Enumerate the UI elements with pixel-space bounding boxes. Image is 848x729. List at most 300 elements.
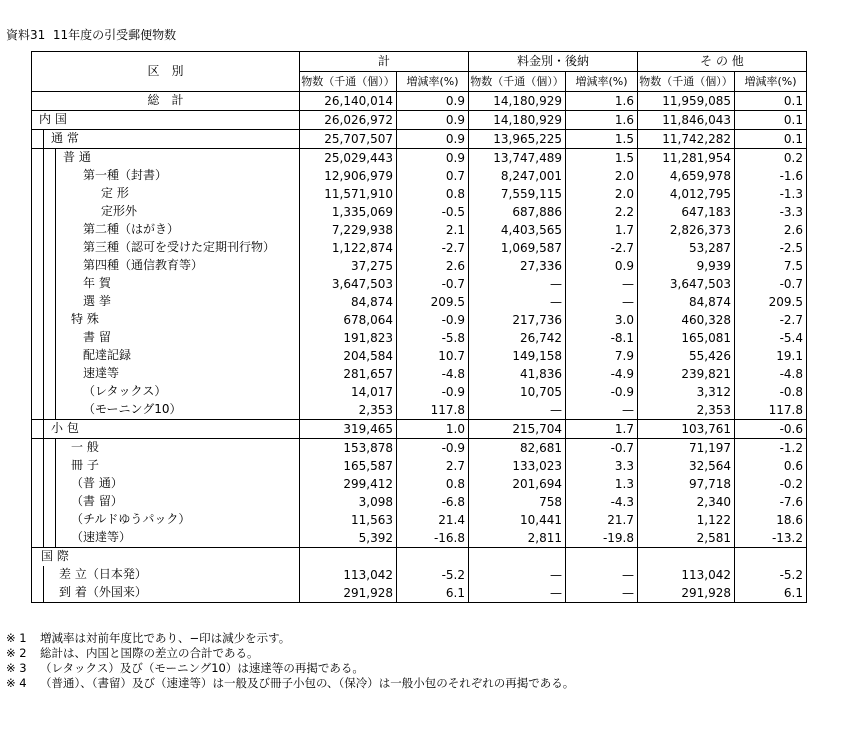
count-cell: 9,939 bbox=[638, 257, 735, 275]
footnote-mark: ※ 1 bbox=[6, 631, 27, 645]
row-label-cell bbox=[32, 275, 300, 293]
rate-cell: 0.7 bbox=[397, 167, 469, 185]
count-cell: 299,412 bbox=[300, 475, 397, 493]
count-cell: 201,694 bbox=[469, 475, 566, 493]
count-cell: 133,023 bbox=[469, 457, 566, 475]
table-row bbox=[32, 493, 807, 511]
rate-cell: 117.8 bbox=[397, 401, 469, 420]
rate-cell: 3.0 bbox=[566, 311, 638, 329]
header-group-postpaid: 料金別・後納 bbox=[469, 52, 638, 72]
rate-cell: -5.2 bbox=[397, 566, 469, 584]
hierarchy-line bbox=[55, 311, 56, 329]
hierarchy-line bbox=[43, 566, 44, 584]
row-label: 総 計 bbox=[147, 93, 184, 107]
rate-cell: -4.9 bbox=[566, 365, 638, 383]
row-label: （レタックス） bbox=[83, 384, 167, 398]
count-cell: 5,392 bbox=[300, 529, 397, 548]
rate-cell: 0.9 bbox=[397, 130, 469, 149]
hierarchy-line bbox=[43, 420, 44, 438]
count-cell: 165,587 bbox=[300, 457, 397, 475]
rate-cell: -0.7 bbox=[735, 275, 807, 293]
hierarchy-line bbox=[43, 293, 44, 311]
row-label: 第三種（認可を受けた定期刊行物） bbox=[83, 240, 276, 254]
count-cell: 1,335,069 bbox=[300, 203, 397, 221]
row-label: 配達記録 bbox=[83, 348, 132, 362]
count-cell: 13,747,489 bbox=[469, 149, 566, 168]
table-row bbox=[32, 347, 807, 365]
row-label-cell bbox=[32, 475, 300, 493]
count-cell: 13,965,225 bbox=[469, 130, 566, 149]
hierarchy-line bbox=[43, 130, 44, 148]
table-row bbox=[32, 584, 807, 603]
table-row bbox=[32, 365, 807, 383]
count-cell: 113,042 bbox=[300, 566, 397, 584]
table-row bbox=[32, 167, 807, 185]
row-label-cell bbox=[32, 493, 300, 511]
count-cell: 11,959,085 bbox=[638, 92, 735, 111]
count-cell: 11,742,282 bbox=[638, 130, 735, 149]
row-label-cell bbox=[32, 383, 300, 401]
rate-cell: 19.1 bbox=[735, 347, 807, 365]
count-cell: 26,742 bbox=[469, 329, 566, 347]
table-row bbox=[32, 566, 807, 584]
table-row bbox=[32, 275, 807, 293]
rate-cell: -0.6 bbox=[735, 420, 807, 439]
rate-cell: 1.7 bbox=[566, 420, 638, 439]
count-cell: — bbox=[469, 566, 566, 584]
count-cell: 113,042 bbox=[638, 566, 735, 584]
row-label-cell bbox=[32, 293, 300, 311]
rate-cell: -13.2 bbox=[735, 529, 807, 548]
count-cell: 10,441 bbox=[469, 511, 566, 529]
row-label: 速達等 bbox=[83, 366, 120, 380]
row-label-cell bbox=[32, 149, 300, 168]
row-label: 到 着（外国来） bbox=[59, 585, 147, 599]
row-label: 第一種（封書） bbox=[83, 168, 168, 182]
count-cell: 25,029,443 bbox=[300, 149, 397, 168]
table-row bbox=[32, 420, 807, 439]
rate-cell: -4.8 bbox=[735, 365, 807, 383]
count-cell: 84,874 bbox=[300, 293, 397, 311]
count-cell: 11,571,910 bbox=[300, 185, 397, 203]
count-cell: 3,647,503 bbox=[300, 275, 397, 293]
count-cell: 319,465 bbox=[300, 420, 397, 439]
rate-cell: 209.5 bbox=[735, 293, 807, 311]
rate-cell bbox=[566, 548, 638, 567]
footnote bbox=[6, 646, 574, 661]
table-row bbox=[32, 439, 807, 458]
row-label: （チルドゆうパック） bbox=[71, 512, 191, 526]
rate-cell: -0.9 bbox=[397, 383, 469, 401]
count-cell: 1,122 bbox=[638, 511, 735, 529]
table-row bbox=[32, 221, 807, 239]
count-cell: 3,647,503 bbox=[638, 275, 735, 293]
count-cell: 758 bbox=[469, 493, 566, 511]
count-cell: 7,229,938 bbox=[300, 221, 397, 239]
row-label: 年 賀 bbox=[83, 276, 111, 290]
count-cell: — bbox=[469, 584, 566, 603]
hierarchy-line bbox=[43, 221, 44, 239]
row-label-cell bbox=[32, 239, 300, 257]
rate-cell: -5.4 bbox=[735, 329, 807, 347]
row-label: 第四種（通信教育等） bbox=[83, 258, 204, 272]
hierarchy-line bbox=[55, 529, 56, 547]
count-cell: — bbox=[469, 401, 566, 420]
rate-cell: -8.1 bbox=[566, 329, 638, 347]
row-label-cell bbox=[32, 203, 300, 221]
count-cell: 2,581 bbox=[638, 529, 735, 548]
rate-cell: 1.0 bbox=[397, 420, 469, 439]
count-cell: 26,026,972 bbox=[300, 111, 397, 130]
count-cell: 2,811 bbox=[469, 529, 566, 548]
row-label: 特 殊 bbox=[71, 312, 99, 326]
header-category: 区 別 bbox=[32, 52, 300, 92]
count-cell: 10,705 bbox=[469, 383, 566, 401]
count-cell: 11,563 bbox=[300, 511, 397, 529]
count-cell: 14,180,929 bbox=[469, 111, 566, 130]
rate-cell: — bbox=[566, 584, 638, 603]
count-cell: 7,559,115 bbox=[469, 185, 566, 203]
rate-cell: 0.6 bbox=[735, 457, 807, 475]
rate-cell: 0.2 bbox=[735, 149, 807, 168]
table-row bbox=[32, 548, 807, 567]
count-cell: 53,287 bbox=[638, 239, 735, 257]
mail-volume-table bbox=[31, 51, 807, 603]
rate-cell: 1.5 bbox=[566, 149, 638, 168]
count-cell: 26,140,014 bbox=[300, 92, 397, 111]
rate-cell: -5.8 bbox=[397, 329, 469, 347]
hierarchy-line bbox=[43, 383, 44, 401]
rate-cell: 0.8 bbox=[397, 475, 469, 493]
count-cell: 4,012,795 bbox=[638, 185, 735, 203]
header-rate: 増減率(%) bbox=[397, 72, 469, 92]
rate-cell: 2.6 bbox=[735, 221, 807, 239]
count-cell: 687,886 bbox=[469, 203, 566, 221]
rate-cell: -4.8 bbox=[397, 365, 469, 383]
count-cell: 217,736 bbox=[469, 311, 566, 329]
rate-cell: -16.8 bbox=[397, 529, 469, 548]
rate-cell: 18.6 bbox=[735, 511, 807, 529]
hierarchy-line bbox=[55, 185, 56, 203]
rate-cell: 3.3 bbox=[566, 457, 638, 475]
rate-cell: 0.9 bbox=[397, 92, 469, 111]
count-cell: 678,064 bbox=[300, 311, 397, 329]
table-row bbox=[32, 203, 807, 221]
count-cell: 204,584 bbox=[300, 347, 397, 365]
row-label-cell bbox=[32, 92, 300, 111]
table-row bbox=[32, 185, 807, 203]
count-cell: 2,353 bbox=[300, 401, 397, 420]
rate-cell: 21.4 bbox=[397, 511, 469, 529]
footnote-text: （レタックス）及び（モーニング10）は速達等の再掲である。 bbox=[40, 661, 364, 675]
rate-cell: 1.5 bbox=[566, 130, 638, 149]
count-cell: 37,275 bbox=[300, 257, 397, 275]
count-cell: 32,564 bbox=[638, 457, 735, 475]
count-cell: 291,928 bbox=[638, 584, 735, 603]
table-row bbox=[32, 383, 807, 401]
row-label-cell bbox=[32, 185, 300, 203]
count-cell: 2,340 bbox=[638, 493, 735, 511]
count-cell: 82,681 bbox=[469, 439, 566, 458]
rate-cell: — bbox=[566, 293, 638, 311]
rate-cell: 1.6 bbox=[566, 92, 638, 111]
count-cell: 281,657 bbox=[300, 365, 397, 383]
footnote bbox=[6, 631, 574, 646]
hierarchy-line bbox=[43, 329, 44, 347]
rate-cell: -0.9 bbox=[566, 383, 638, 401]
count-cell: 239,821 bbox=[638, 365, 735, 383]
hierarchy-line bbox=[55, 475, 56, 493]
header-count: 物数（千通（個）） bbox=[469, 72, 566, 92]
rate-cell: 21.7 bbox=[566, 511, 638, 529]
row-label-cell bbox=[32, 511, 300, 529]
footnote bbox=[6, 676, 574, 691]
rate-cell: 0.9 bbox=[397, 111, 469, 130]
row-label-cell bbox=[32, 566, 300, 584]
hierarchy-line bbox=[55, 149, 56, 167]
table-row bbox=[32, 475, 807, 493]
hierarchy-line bbox=[55, 347, 56, 365]
rate-cell: -2.5 bbox=[735, 239, 807, 257]
rate-cell: — bbox=[566, 275, 638, 293]
row-label: 選 挙 bbox=[83, 294, 111, 308]
rate-cell: -7.6 bbox=[735, 493, 807, 511]
rate-cell: -6.8 bbox=[397, 493, 469, 511]
row-label: 定形外 bbox=[101, 204, 138, 218]
hierarchy-line bbox=[43, 347, 44, 365]
row-label-cell bbox=[32, 401, 300, 420]
rate-cell: -0.7 bbox=[566, 439, 638, 458]
rate-cell: -2.7 bbox=[397, 239, 469, 257]
footnote-mark: ※ 3 bbox=[6, 661, 27, 675]
rate-cell: 2.0 bbox=[566, 185, 638, 203]
rate-cell: 6.1 bbox=[735, 584, 807, 603]
table-body bbox=[32, 92, 807, 603]
hierarchy-line bbox=[43, 584, 44, 602]
row-label: 定 形 bbox=[101, 186, 129, 200]
count-cell: 1,069,587 bbox=[469, 239, 566, 257]
hierarchy-line bbox=[55, 493, 56, 511]
row-label: （書 留） bbox=[71, 494, 123, 508]
rate-cell: 2.2 bbox=[566, 203, 638, 221]
rate-cell: -4.3 bbox=[566, 493, 638, 511]
hierarchy-line bbox=[43, 511, 44, 529]
hierarchy-line bbox=[43, 185, 44, 203]
count-cell: 25,707,507 bbox=[300, 130, 397, 149]
count-cell: 2,353 bbox=[638, 401, 735, 420]
footnote-text: （普通）、（書留）及び（速達等）は一般及び冊子小包の、（保冷）は一般小包のそれぞれの再掲である。 bbox=[40, 676, 575, 690]
rate-cell: -0.9 bbox=[397, 311, 469, 329]
rate-cell: -19.8 bbox=[566, 529, 638, 548]
rate-cell: 2.1 bbox=[397, 221, 469, 239]
row-label: 国 際 bbox=[41, 549, 69, 563]
count-cell: 460,328 bbox=[638, 311, 735, 329]
count-cell: 2,826,373 bbox=[638, 221, 735, 239]
row-label: 小 包 bbox=[51, 421, 79, 435]
rate-cell: 2.6 bbox=[397, 257, 469, 275]
header-group-other: そ の 他 bbox=[638, 52, 807, 72]
rate-cell: -0.9 bbox=[397, 439, 469, 458]
count-cell: 4,659,978 bbox=[638, 167, 735, 185]
hierarchy-line bbox=[43, 167, 44, 185]
count-cell: 71,197 bbox=[638, 439, 735, 458]
row-label-cell bbox=[32, 420, 300, 439]
rate-cell: -2.7 bbox=[566, 239, 638, 257]
footnote-mark: ※ 2 bbox=[6, 646, 27, 660]
rate-cell: 1.6 bbox=[566, 111, 638, 130]
rate-cell: 6.1 bbox=[397, 584, 469, 603]
count-cell: — bbox=[469, 293, 566, 311]
rate-cell: 7.5 bbox=[735, 257, 807, 275]
hierarchy-line bbox=[43, 475, 44, 493]
rate-cell: 1.3 bbox=[566, 475, 638, 493]
hierarchy-line bbox=[43, 457, 44, 475]
table-row bbox=[32, 511, 807, 529]
hierarchy-line bbox=[43, 149, 44, 167]
row-label: 一 般 bbox=[71, 440, 99, 454]
table-row bbox=[32, 311, 807, 329]
row-label: 差 立（日本発） bbox=[59, 567, 147, 581]
footnote-text: 総計は、内国と国際の差立の合計である。 bbox=[40, 646, 259, 660]
count-cell: — bbox=[469, 275, 566, 293]
row-label-cell bbox=[32, 584, 300, 603]
row-label-cell bbox=[32, 347, 300, 365]
count-cell: 149,158 bbox=[469, 347, 566, 365]
table-row bbox=[32, 111, 807, 130]
rate-cell: -0.8 bbox=[735, 383, 807, 401]
row-label-cell bbox=[32, 529, 300, 548]
row-label: 通 常 bbox=[51, 131, 79, 145]
footnotes bbox=[6, 631, 574, 691]
row-label: （モーニング10） bbox=[83, 402, 182, 416]
hierarchy-line bbox=[55, 439, 56, 457]
hierarchy-line bbox=[43, 439, 44, 457]
row-label-cell bbox=[32, 365, 300, 383]
hierarchy-line bbox=[43, 493, 44, 511]
table-row bbox=[32, 239, 807, 257]
count-cell: 14,180,929 bbox=[469, 92, 566, 111]
rate-cell: 1.7 bbox=[566, 221, 638, 239]
count-cell: 12,906,979 bbox=[300, 167, 397, 185]
table-row bbox=[32, 92, 807, 111]
rate-cell: -5.2 bbox=[735, 566, 807, 584]
rate-cell: -3.3 bbox=[735, 203, 807, 221]
count-cell: 1,122,874 bbox=[300, 239, 397, 257]
rate-cell: 117.8 bbox=[735, 401, 807, 420]
hierarchy-line bbox=[55, 257, 56, 275]
hierarchy-line bbox=[43, 401, 44, 419]
rate-cell: 0.1 bbox=[735, 130, 807, 149]
row-label-cell bbox=[32, 548, 300, 567]
header-rate: 増減率(%) bbox=[566, 72, 638, 92]
count-cell: 14,017 bbox=[300, 383, 397, 401]
rate-cell: — bbox=[566, 566, 638, 584]
count-cell: 215,704 bbox=[469, 420, 566, 439]
hierarchy-line bbox=[43, 529, 44, 547]
rate-cell: 0.8 bbox=[397, 185, 469, 203]
row-label-cell bbox=[32, 257, 300, 275]
row-label-cell bbox=[32, 457, 300, 475]
count-cell: 11,281,954 bbox=[638, 149, 735, 168]
header-count: 物数（千通（個）） bbox=[638, 72, 735, 92]
table-row bbox=[32, 293, 807, 311]
row-label-cell bbox=[32, 439, 300, 458]
table-row bbox=[32, 149, 807, 168]
table-row bbox=[32, 457, 807, 475]
rate-cell: -2.7 bbox=[735, 311, 807, 329]
count-cell bbox=[300, 548, 397, 567]
header-rate: 増減率(%) bbox=[735, 72, 807, 92]
footnote-text: 増減率は対前年度比であり、−印は減少を示す。 bbox=[40, 631, 291, 645]
row-label-cell bbox=[32, 221, 300, 239]
hierarchy-line bbox=[55, 167, 56, 185]
row-label-cell bbox=[32, 167, 300, 185]
table-row bbox=[32, 130, 807, 149]
hierarchy-line bbox=[43, 239, 44, 257]
hierarchy-line bbox=[55, 511, 56, 529]
hierarchy-line bbox=[43, 257, 44, 275]
rate-cell: — bbox=[566, 401, 638, 420]
row-label: 書 留 bbox=[83, 330, 111, 344]
rate-cell: -0.7 bbox=[397, 275, 469, 293]
count-cell: 3,312 bbox=[638, 383, 735, 401]
count-cell: 3,098 bbox=[300, 493, 397, 511]
count-cell: 153,878 bbox=[300, 439, 397, 458]
rate-cell: 0.9 bbox=[566, 257, 638, 275]
count-cell: 55,426 bbox=[638, 347, 735, 365]
rate-cell: 209.5 bbox=[397, 293, 469, 311]
footnote bbox=[6, 661, 574, 676]
row-label: 第二種（はがき） bbox=[83, 222, 180, 236]
hierarchy-line bbox=[55, 365, 56, 383]
rate-cell: 0.1 bbox=[735, 111, 807, 130]
count-cell bbox=[638, 548, 735, 567]
hierarchy-line bbox=[55, 457, 56, 475]
row-label: 内 国 bbox=[39, 112, 67, 126]
count-cell: 291,928 bbox=[300, 584, 397, 603]
hierarchy-line bbox=[55, 383, 56, 401]
hierarchy-line bbox=[55, 203, 56, 221]
header-count: 物数（千通（個）） bbox=[300, 72, 397, 92]
table-row bbox=[32, 401, 807, 420]
rate-cell: 0.1 bbox=[735, 92, 807, 111]
hierarchy-line bbox=[43, 275, 44, 293]
rate-cell: 2.7 bbox=[397, 457, 469, 475]
table-row bbox=[32, 329, 807, 347]
count-cell: 97,718 bbox=[638, 475, 735, 493]
count-cell: 647,183 bbox=[638, 203, 735, 221]
document-title: 資料31 11年度の引受郵便物数 bbox=[6, 28, 177, 42]
table-row bbox=[32, 257, 807, 275]
rate-cell: -0.5 bbox=[397, 203, 469, 221]
count-cell: 4,403,565 bbox=[469, 221, 566, 239]
rate-cell bbox=[397, 548, 469, 567]
row-label: （普 通） bbox=[71, 476, 123, 490]
rate-cell: -0.2 bbox=[735, 475, 807, 493]
rate-cell: 7.9 bbox=[566, 347, 638, 365]
hierarchy-line bbox=[43, 365, 44, 383]
count-cell: 165,081 bbox=[638, 329, 735, 347]
count-cell: 8,247,001 bbox=[469, 167, 566, 185]
row-label-cell bbox=[32, 130, 300, 149]
rate-cell: 10.7 bbox=[397, 347, 469, 365]
count-cell: 11,846,043 bbox=[638, 111, 735, 130]
hierarchy-line bbox=[43, 203, 44, 221]
rate-cell: -1.2 bbox=[735, 439, 807, 458]
footnote-mark: ※ 4 bbox=[6, 676, 27, 690]
count-cell bbox=[469, 548, 566, 567]
count-cell: 84,874 bbox=[638, 293, 735, 311]
